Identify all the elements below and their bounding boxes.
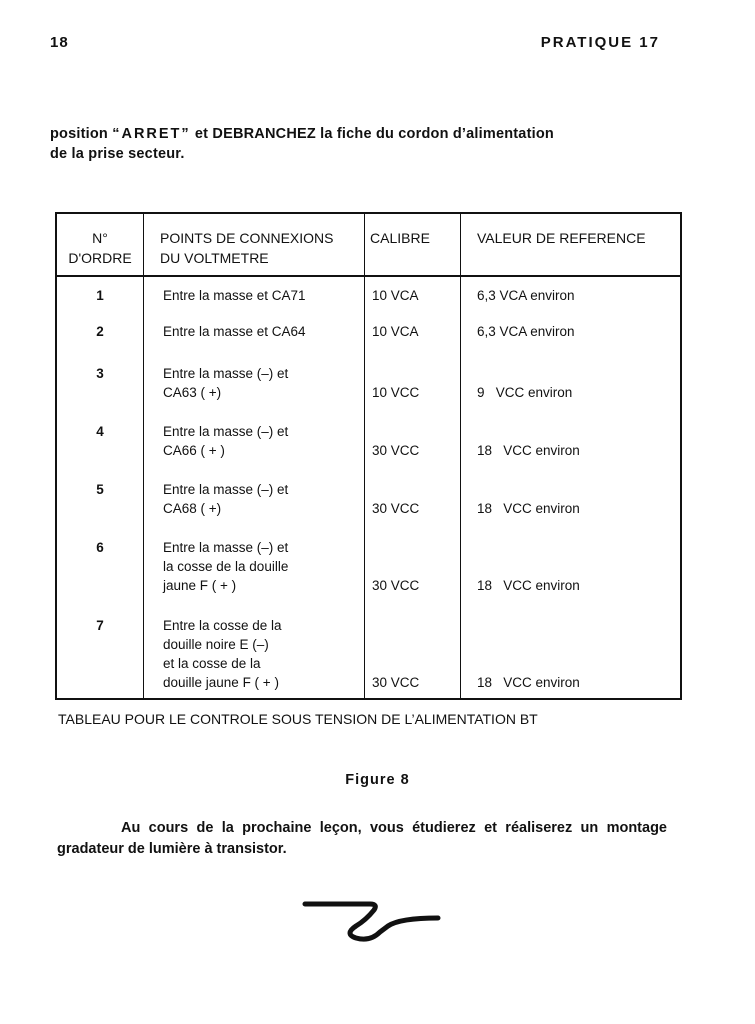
row-valeur: 18 VCC environ: [477, 501, 580, 516]
closing-paragraph: [57, 818, 667, 860]
row-number: 7: [96, 618, 104, 633]
row-points-line: jaune F ( + ): [163, 578, 237, 593]
row-number: 3: [96, 366, 104, 381]
table-caption: TABLEAU POUR LE CONTROLE SOUS TENSION DE L’ALIMENTATION BT: [58, 711, 538, 727]
header-calibre: CALIBRE: [370, 230, 430, 246]
header-points: [160, 228, 365, 268]
row-points-line: CA68 ( +): [163, 501, 222, 516]
row-calibre: 10 VCA: [372, 288, 419, 303]
row-points-line: la cosse de la douille: [163, 559, 289, 574]
col-divider-2: [364, 214, 365, 698]
page-number: 18: [50, 34, 69, 51]
header-valeur: VALEUR DE REFERENCE: [477, 230, 646, 246]
intro-text-3: de la prise secteur.: [50, 146, 185, 162]
row-number: 1: [96, 288, 104, 303]
row-points-line: Entre la masse et CA71: [163, 288, 306, 303]
row-points: [163, 322, 363, 341]
row-number: 2: [96, 324, 104, 339]
intro-paragraph: [50, 124, 690, 164]
intro-text-1: position: [50, 126, 113, 142]
row-valeur: 18 VCC environ: [477, 443, 580, 458]
row-calibre: 10 VCA: [372, 324, 419, 339]
row-valeur: 9 VCC environ: [477, 385, 573, 400]
header-ordre-line2: D'ORDRE: [68, 250, 132, 266]
row-points-line: CA63 ( +): [163, 385, 222, 400]
row-points-line: Entre la masse et CA64: [163, 324, 306, 339]
row-points: [163, 364, 363, 402]
row-points: [163, 422, 363, 460]
closing-text: Au cours de la prochaine leçon, vous étudierez et réaliserez un montage gradateur de lumière à transistor.: [57, 820, 667, 857]
header-points-line2: DU VOLTMETRE: [160, 250, 269, 266]
row-points: [163, 480, 363, 518]
col-divider-3: [460, 214, 461, 698]
row-calibre: 10 VCC: [372, 385, 420, 400]
header-points-line1: POINTS DE CONNEXIONS: [160, 230, 334, 246]
row-number: 5: [96, 482, 104, 497]
voltmeter-table: [55, 212, 682, 700]
running-title: PRATIQUE 17: [540, 34, 660, 51]
row-points: [163, 538, 363, 595]
row-calibre: 30 VCC: [372, 443, 420, 458]
figure-label: Figure 8: [345, 772, 410, 788]
header-divider: [57, 275, 680, 277]
row-calibre: 30 VCC: [372, 675, 420, 690]
row-points-line: Entre la masse (–) et: [163, 424, 289, 439]
row-points-line: Entre la masse (–) et: [163, 540, 289, 555]
header-ordre: [57, 228, 143, 268]
row-valeur: 18 VCC environ: [477, 675, 580, 690]
row-valeur: 18 VCC environ: [477, 578, 580, 593]
col-divider-1: [143, 214, 144, 698]
row-number: 4: [96, 424, 104, 439]
row-calibre: 30 VCC: [372, 578, 420, 593]
row-number: 6: [96, 540, 104, 555]
row-points-line: douille noire E (–): [163, 637, 269, 652]
row-points: [163, 616, 363, 692]
row-points-line: Entre la masse (–) et: [163, 366, 289, 381]
row-points-line: et la cosse de la: [163, 656, 261, 671]
row-calibre: 30 VCC: [372, 501, 420, 516]
intro-text-2: et DEBRANCHEZ la fiche du cordon d’alimentation: [190, 126, 554, 142]
row-valeur: 6,3 VCA environ: [477, 288, 575, 303]
header-ordre-line1: N°: [92, 230, 108, 246]
signature-mark: [300, 890, 450, 950]
row-valeur: 6,3 VCA environ: [477, 324, 575, 339]
row-points-line: Entre la cosse de la: [163, 618, 282, 633]
intro-arret: “ARRET”: [112, 126, 191, 142]
row-points-line: douille jaune F ( + ): [163, 675, 279, 690]
row-points-line: Entre la masse (–) et: [163, 482, 289, 497]
row-points-line: CA66 ( + ): [163, 443, 225, 458]
row-points: [163, 286, 363, 305]
